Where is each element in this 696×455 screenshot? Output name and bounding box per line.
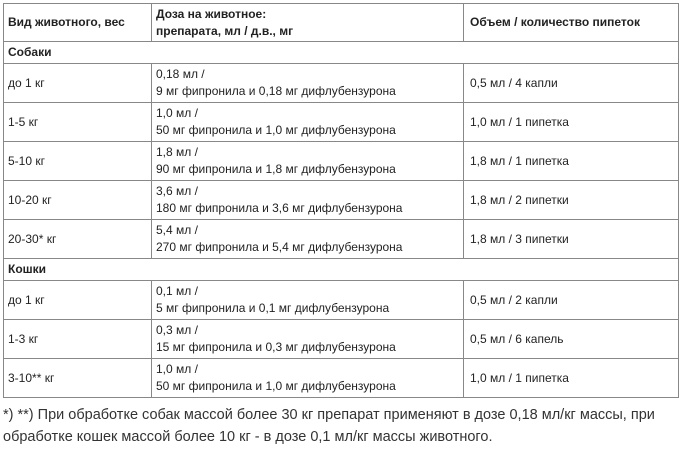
table-row — [4, 103, 679, 142]
footnote: *) **) При обработке собак массой более 30 кг препарат применяют в дозе 0,18 мл/кг массы, при обработке кошек массой более 10 кг - в дозе 0,1 мл/кг массы животного. — [3, 407, 655, 445]
volume-cell: 0,5 мл / 4 капли — [464, 64, 679, 103]
dose-volume: 1,0 мл / — [156, 106, 198, 120]
section-title: Кошки — [4, 259, 679, 281]
table-row — [4, 281, 679, 320]
dose-volume: 0,18 мл / — [156, 67, 205, 81]
dose-cell — [152, 103, 464, 142]
weight-cell: 20-30* кг — [4, 220, 152, 259]
dose-volume: 1,8 мл / — [156, 145, 198, 159]
header-animal: Вид животного, вес — [4, 4, 152, 42]
dose-volume: 3,6 мл / — [156, 184, 198, 198]
dose-volume: 5,4 мл / — [156, 223, 198, 237]
table-row — [4, 181, 679, 220]
table-row — [4, 359, 679, 398]
table-header-row — [4, 4, 679, 42]
weight-cell: 3-10** кг — [4, 359, 152, 398]
volume-cell: 1,0 мл / 1 пипетка — [464, 103, 679, 142]
volume-cell: 1,8 мл / 1 пипетка — [464, 142, 679, 181]
weight-cell: 1-5 кг — [4, 103, 152, 142]
table-row — [4, 220, 679, 259]
header-dose-line2: препарата, мл / д.в., мг — [156, 23, 294, 38]
volume-cell: 1,8 мл / 2 пипетки — [464, 181, 679, 220]
table-row — [4, 142, 679, 181]
weight-cell: до 1 кг — [4, 281, 152, 320]
section-row — [4, 259, 679, 281]
dose-volume: 0,1 мл / — [156, 284, 198, 298]
section-title: Собаки — [4, 42, 679, 64]
dose-volume: 1,0 мл / — [156, 362, 198, 376]
volume-cell: 1,0 мл / 1 пипетка — [464, 359, 679, 398]
header-dose-line1: Доза на животное: — [156, 6, 267, 21]
header-volume: Объем / количество пипеток — [464, 4, 679, 42]
dose-cell — [152, 64, 464, 103]
dose-cell — [152, 220, 464, 259]
dose-active: 15 мг фипронила и 0,3 мг дифлубензурона — [156, 340, 396, 354]
dose-cell — [152, 142, 464, 181]
table-row — [4, 320, 679, 359]
dose-active: 270 мг фипронила и 5,4 мг дифлубензурона — [156, 240, 403, 254]
section-row — [4, 42, 679, 64]
dose-active: 50 мг фипронила и 1,0 мг дифлубензурона — [156, 379, 396, 393]
dose-cell — [152, 181, 464, 220]
dose-active: 90 мг фипронила и 1,8 мг дифлубензурона — [156, 162, 396, 176]
dosage-table — [3, 3, 679, 398]
weight-cell: 10-20 кг — [4, 181, 152, 220]
dose-cell — [152, 320, 464, 359]
volume-cell: 0,5 мл / 2 капли — [464, 281, 679, 320]
volume-cell: 0,5 мл / 6 капель — [464, 320, 679, 359]
dose-active: 9 мг фипронила и 0,18 мг дифлубензурона — [156, 84, 396, 98]
dose-cell — [152, 281, 464, 320]
weight-cell: 1-3 кг — [4, 320, 152, 359]
dose-volume: 0,3 мл / — [156, 323, 198, 337]
dose-cell — [152, 359, 464, 398]
table-row — [4, 64, 679, 103]
header-dose — [152, 4, 464, 42]
weight-cell: до 1 кг — [4, 64, 152, 103]
weight-cell: 5-10 кг — [4, 142, 152, 181]
dose-active: 5 мг фипронила и 0,1 мг дифлубензурона — [156, 301, 390, 315]
volume-cell: 1,8 мл / 3 пипетки — [464, 220, 679, 259]
dose-active: 50 мг фипронила и 1,0 мг дифлубензурона — [156, 123, 396, 137]
dose-active: 180 мг фипронила и 3,6 мг дифлубензурона — [156, 201, 403, 215]
